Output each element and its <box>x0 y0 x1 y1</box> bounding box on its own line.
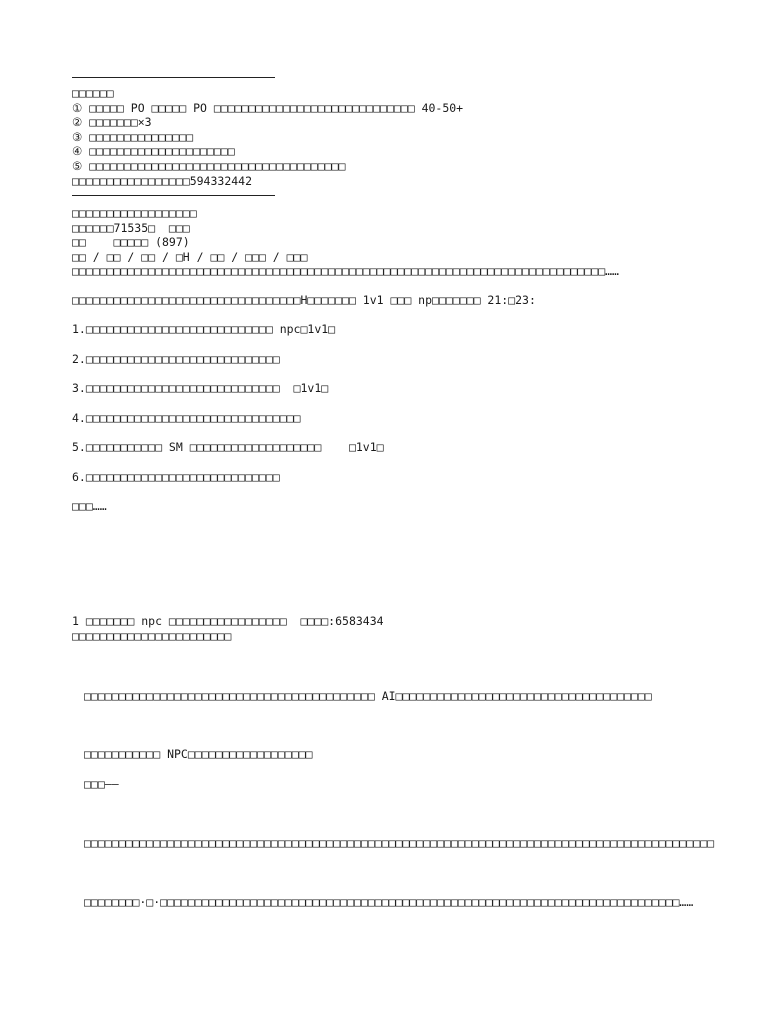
list-item-5: 5.□□□□□□□□□□□ SM □□□□□□□□□□□□□□□□□□□ □1v1□ <box>72 440 384 455</box>
post-tags-line[interactable]: □□ / □□ / □□ / □H / □□ / □□□ / □□□ <box>72 249 308 264</box>
plot-paragraph-3: □□□—— <box>84 777 119 791</box>
list-item-3: 3.□□□□□□□□□□□□□□□□□□□□□□□□□□□□ □1v1□ <box>72 381 329 396</box>
notice-contact-line: □□□□□□□□□□□□□□□□□594332442 <box>72 173 253 188</box>
list-item-1: 1.□□□□□□□□□□□□□□□□□□□□□□□□□□□ npc□1v1□ <box>72 322 336 337</box>
plot-paragraph-5: □□□□□□□□·□·□□□□□□□□□□□□□□□□□□□□□□□□□□□□□□□□□□□□□□□□□□□□□□□□□□□□□□□□□□□□□□□□□□□□□□□□□□□…… <box>84 895 694 909</box>
list-item-4: 4.□□□□□□□□□□□□□□□□□□□□□□□□□□□□□□□ <box>72 410 301 425</box>
plot-head-line-2: □□□□□□□□□□□□□□□□□□□□□□□ <box>72 628 232 643</box>
plot-paragraph-4: □□□□□□□□□□□□□□□□□□□□□□□□□□□□□□□□□□□□□□□□□□□□□□□□□□□□□□□□□□□□□□□□□□□□□□□□□□□□□□□□□□□□□□□□□□□ <box>84 836 715 850</box>
plot-paragraph-1: □□□□□□□□□□□□□□□□□□□□□□□□□□□□□□□□□□□□□□□□□□ AI□□□□□□□□□□□□□□□□□□□□□□□□□□□□□□□□□□□□□ <box>84 689 652 703</box>
bottom-divider <box>72 195 275 196</box>
list-item-2: 2.□□□□□□□□□□□□□□□□□□□□□□□□□□□□ <box>72 351 280 366</box>
post-stats-line: □□ □□□□□ (897) <box>72 235 190 250</box>
plot-paragraph-2: □□□□□□□□□□□ NPC□□□□□□□□□□□□□□□□□□ <box>84 747 313 761</box>
notice-line-2: ② □□□□□□□×3 <box>72 115 152 130</box>
top-divider <box>72 77 275 78</box>
plot-head-line-1: 1 □□□□□□□ npc □□□□□□□□□□□□□□□□□ □□□□:6583434 <box>72 614 384 628</box>
notice-line-5: ⑤ □□□□□□□□□□□□□□□□□□□□□□□□□□□□□□□□□□□□□ <box>72 158 346 173</box>
notice-section <box>72 86 732 188</box>
more-text: □□□…… <box>72 499 107 514</box>
post-author-line[interactable]: □□□□□□71535□ □□□ <box>72 220 190 235</box>
post-body-section <box>72 293 732 529</box>
notice-title: □□□□□□ <box>72 86 114 100</box>
post-title: □□□□□□□□□□□□□□□□□□ <box>72 206 197 220</box>
post-meta-section <box>72 206 732 279</box>
list-item-6: 6.□□□□□□□□□□□□□□□□□□□□□□□□□□□□ <box>72 469 280 484</box>
plot-header <box>72 614 732 643</box>
post-intro: □□□□□□□□□□□□□□□□□□□□□□□□□□□□□□□□□H□□□□□□□ 1v1 □□□ np□□□□□□□ 21:□23: <box>72 293 536 307</box>
notice-line-3: ③ □□□□□□□□□□□□□□□ <box>72 129 194 144</box>
notice-line-1: ① □□□□□ PO □□□□□ PO □□□□□□□□□□□□□□□□□□□□□□□□□□□□□ 40-50+ <box>72 100 464 115</box>
notice-line-4: ④ □□□□□□□□□□□□□□□□□□□□□ <box>72 144 235 159</box>
post-summary-line: □□□□□□□□□□□□□□□□□□□□□□□□□□□□□□□□□□□□□□□□□□□□□□□□□□□□□□□□□□□□□□□□□□□□□□□□□□□□□…… <box>72 264 619 279</box>
